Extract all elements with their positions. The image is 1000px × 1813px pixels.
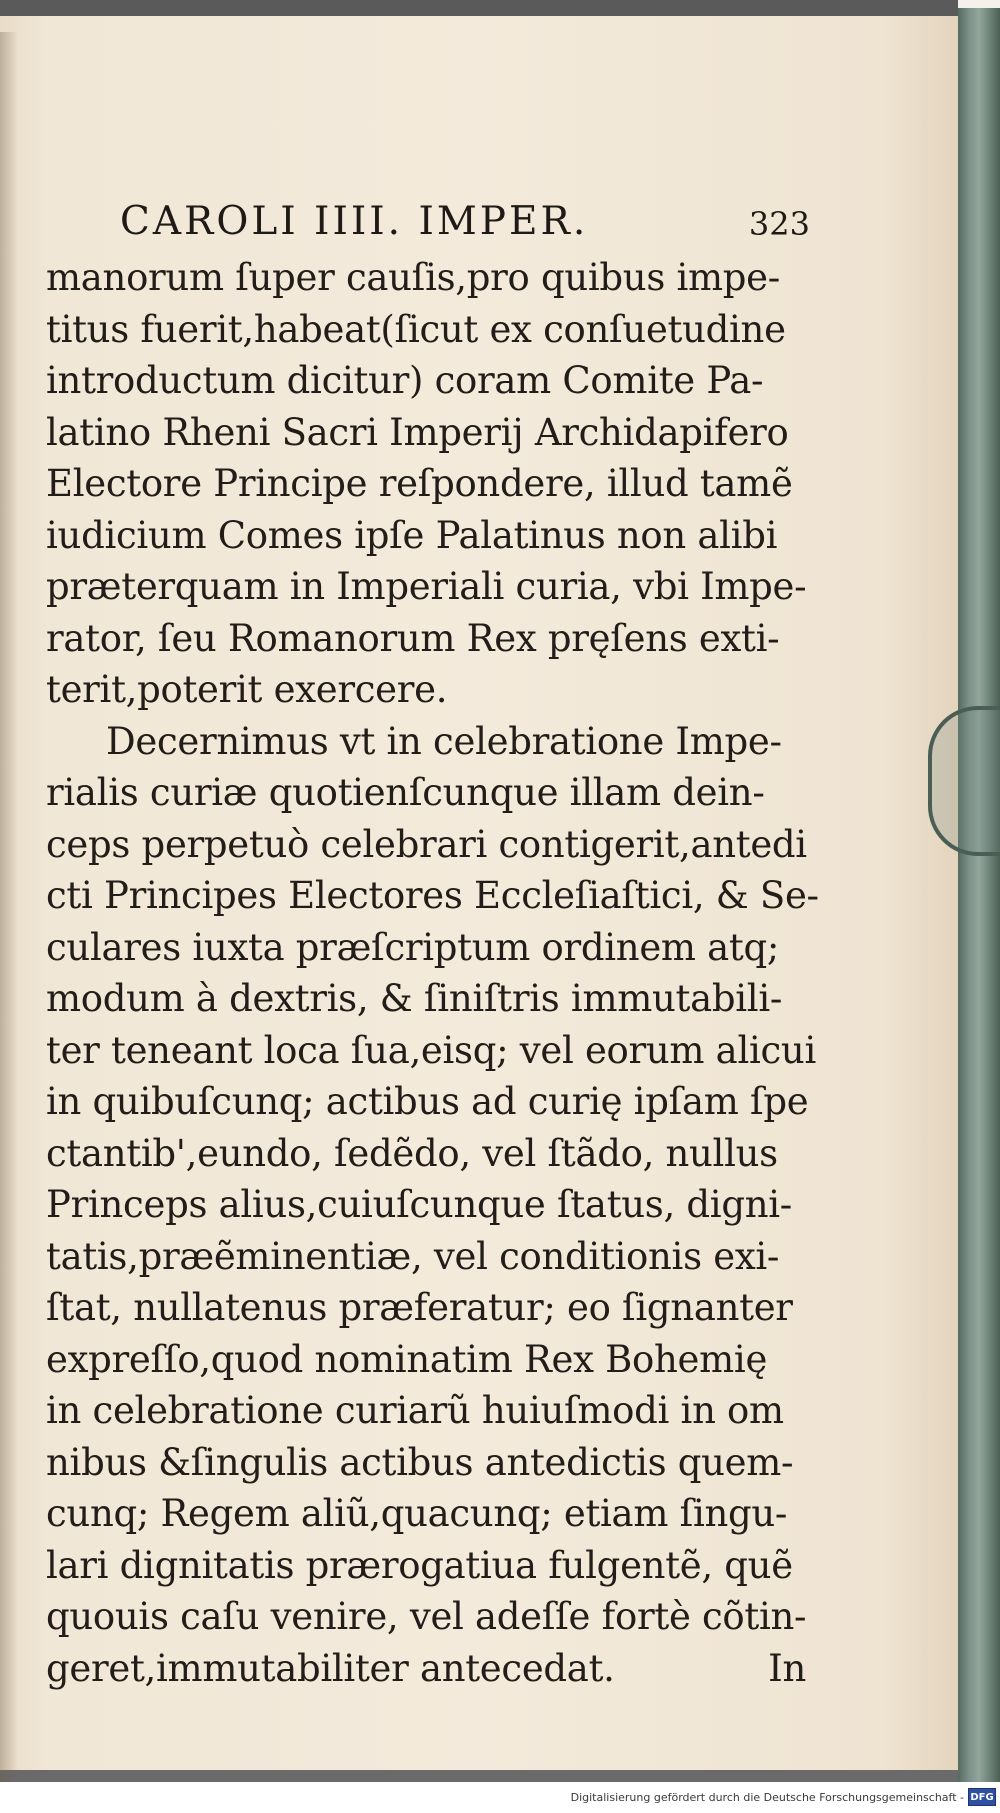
text-line: tatis,præẽminentiæ, vel conditionis exi- bbox=[46, 1234, 780, 1278]
funding-credit: Digitalisierung gefördert durch die Deutsche Forschungsgemeinschaft - bbox=[570, 1791, 964, 1804]
text-line: ter teneant loca ſua,eisq; vel eorum alicui bbox=[46, 1028, 816, 1072]
text-line: geret,immutabiliter antecedat. bbox=[46, 1646, 615, 1690]
text-line: præterquam in Imperiali curia, vbi Impe- bbox=[46, 565, 807, 608]
text-line: quouis caſu venire, vel adeſſe fortè cõtin- bbox=[46, 1595, 807, 1638]
page-number: 323 bbox=[748, 205, 810, 243]
text-line: rialis curiæ quotienſcunque illam dein- bbox=[46, 771, 765, 814]
text-line: lari dignitatis prærogatiua fulgentẽ, quẽ bbox=[46, 1543, 793, 1587]
text-line: manorum ſuper cauſis,pro quibus impe- bbox=[46, 256, 780, 299]
gutter-shadow bbox=[0, 32, 18, 1786]
text-line: terit,poterit exercere. bbox=[46, 668, 448, 711]
text-line: expreſſo,quod nominatim Rex Bohemię bbox=[46, 1337, 768, 1381]
text-line: cti Principes Electores Eccleſiaſtici, & Se- bbox=[46, 874, 819, 917]
digitization-footer bbox=[0, 1782, 1000, 1813]
clasp-strap bbox=[928, 706, 1000, 856]
page-edge-stack bbox=[958, 8, 1000, 1782]
last-text-line bbox=[46, 1643, 806, 1695]
text-line: ſtat, nullatenus præferatur; eo ſignanter bbox=[46, 1286, 793, 1329]
text-line: cunq; Regem aliũ,quacunq; etiam ſingu- bbox=[46, 1492, 788, 1535]
text-line: iudicium Comes ipſe Palatinus non alibi bbox=[46, 513, 778, 557]
paragraph-start-line: Decernimus vt in celebratione Impe- bbox=[106, 719, 782, 763]
text-line: modum à dextris, & ſiniſtris immutabili- bbox=[46, 977, 783, 1020]
body-text bbox=[46, 252, 819, 1694]
dfg-logo: DFG bbox=[968, 1788, 996, 1806]
text-line: ceps perpetuò celebrari contigerit,antedi bbox=[46, 822, 807, 866]
text-line: nibus &ſingulis actibus antedictis quem- bbox=[46, 1440, 794, 1484]
running-head-title: CAROLI IIII. IMPER. bbox=[120, 199, 589, 244]
text-line: rator, ſeu Romanorum Rex pręſens exti- bbox=[46, 616, 780, 660]
text-line: in celebratione curiarũ huiuſmodi in om bbox=[46, 1389, 784, 1432]
text-line: latino Rheni Sacri Imperij Archidapifero bbox=[46, 410, 789, 454]
text-line: introductum dicitur) coram Comite Pa- bbox=[46, 359, 764, 402]
catchword: In bbox=[768, 1646, 806, 1690]
text-line: Electore Principe reſpondere, illud tamẽ bbox=[46, 462, 793, 505]
text-line: Princeps alius,cuiuſcunque ſtatus, digni- bbox=[46, 1183, 792, 1226]
text-line: ctantib',eundo, ſedẽdo, vel ſtãdo, nullus bbox=[46, 1131, 778, 1175]
running-head bbox=[120, 199, 810, 249]
text-line: in quibuſcunq; actibus ad curię ipſam ſpe bbox=[46, 1080, 809, 1123]
text-line: titus fuerit,habeat(ſicut ex conſuetudine bbox=[46, 307, 786, 351]
text-line: culares iuxta præſcriptum ordinem atq; bbox=[46, 925, 780, 969]
